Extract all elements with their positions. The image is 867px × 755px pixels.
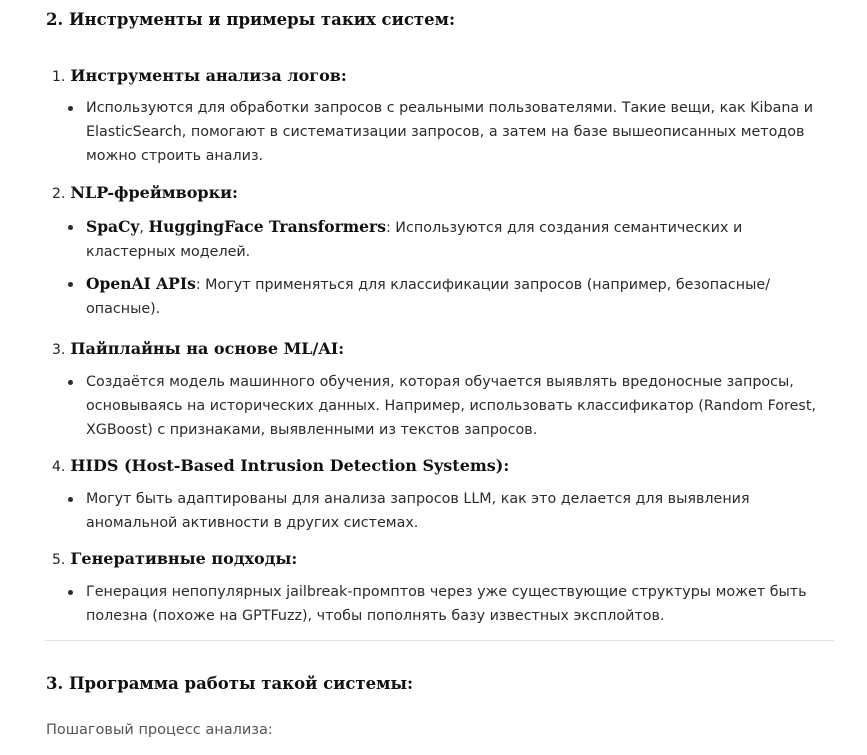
list-item-1-bullet-1: [86, 96, 846, 168]
bullet-line: XGBoost) с признаками, выявленными из текстов запросов.: [86, 422, 538, 438]
bullet-line: [86, 215, 846, 240]
list-item-5-number: 5.: [52, 552, 66, 568]
bullet-dot: [68, 106, 73, 111]
bullet-line: Создаётся модель машинного обучения, которая обучается выявлять вредоносные запросы,: [86, 374, 794, 390]
bold-term-huggingface: HuggingFace Transformers: [148, 217, 386, 236]
bullet-line: аномальной активности в других системах.: [86, 515, 419, 531]
bullet-line: опасные).: [86, 301, 161, 317]
list-item-1-header: [52, 66, 347, 85]
list-item-3-bullet-1: [86, 370, 846, 442]
list-item-4-title: HIDS (Host-Based Intrusion Detection Systems):: [70, 456, 510, 475]
bullet-line: полезна (похоже на GPTFuzz), чтобы пополнять базу известных эксплойтов.: [86, 608, 665, 624]
list-item-5-title: Генеративные подходы:: [70, 549, 298, 568]
list-item-1-number: 1.: [52, 69, 66, 85]
bullet-dot: [68, 497, 73, 502]
bullet-dot: [68, 380, 73, 385]
list-item-2-bullet-2: [86, 272, 846, 321]
section-divider: [45, 640, 834, 641]
list-item-4-bullet-1: [86, 487, 846, 535]
list-item-1-title: Инструменты анализа логов:: [70, 66, 347, 85]
bullet-line: основываясь на исторических данных. Например, использовать классификатор (Random Forest,: [86, 398, 816, 414]
bullet-text: : Могут применяться для классификации запросов (например, безопасные/: [195, 277, 771, 293]
list-item-4-header: [52, 456, 509, 475]
bullet-line: Генерация непопулярных jailbreak-промптов через уже существующие структуры может быть: [86, 584, 807, 600]
list-item-4-number: 4.: [52, 459, 66, 475]
bullet-line: ElasticSearch, помогают в систематизации запросов, а затем на базе вышеописанных методов: [86, 124, 805, 140]
bold-term-spacy: SpaCy: [86, 217, 140, 236]
section-2-heading: 2. Инструменты и примеры таких систем:: [46, 10, 456, 29]
list-item-2-title: NLP-фреймворки:: [70, 183, 238, 202]
bullet-line: можно строить анализ.: [86, 148, 264, 164]
list-item-3-header: [52, 339, 344, 358]
bullet-line: Могут быть адаптированы для анализа запросов LLM, как это делается для выявления: [86, 491, 750, 507]
bullet-line: Используются для обработки запросов с реальными пользователями. Такие вещи, как Kibana и: [86, 100, 814, 116]
list-item-5-header: [52, 549, 297, 568]
list-item-2-bullet-1: [86, 215, 846, 264]
bullet-line: [86, 272, 846, 297]
bullet-text: : Используются для создания семантических и: [385, 220, 743, 236]
list-item-2-number: 2.: [52, 186, 66, 202]
list-item-2-header: [52, 183, 238, 202]
list-item-5-bullet-1: [86, 580, 846, 628]
bullet-line: кластерных моделей.: [86, 244, 251, 260]
bullet-dot: [68, 225, 73, 230]
bullet-dot: [68, 590, 73, 595]
section-3-intro: Пошаговый процесс анализа:: [46, 722, 273, 738]
term-separator: ,: [139, 220, 149, 236]
list-item-3-number: 3.: [52, 342, 66, 358]
section-3-heading: 3. Программа работы такой системы:: [46, 674, 414, 693]
bullet-dot: [68, 282, 73, 287]
list-item-3-title: Пайплайны на основе ML/AI:: [70, 339, 345, 358]
bold-term-openai: OpenAI APIs: [86, 274, 196, 293]
